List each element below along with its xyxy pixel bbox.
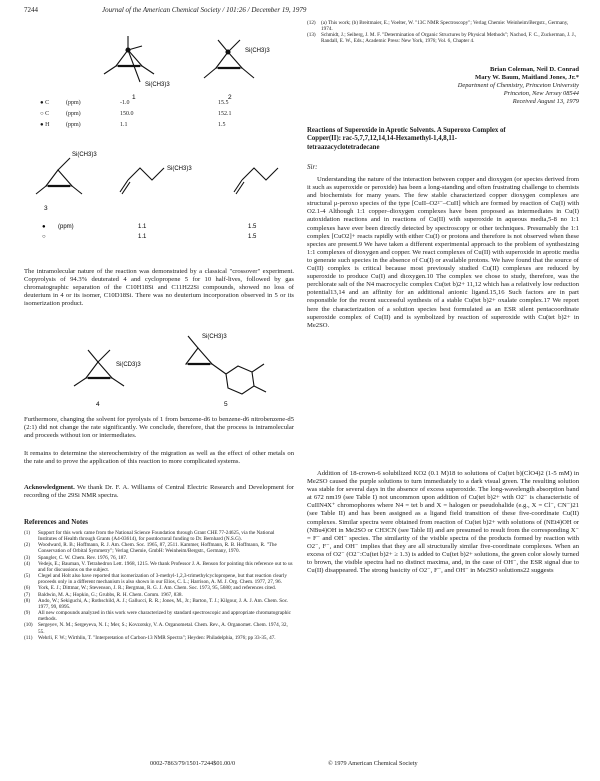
ref-text: Ando, W.; Sekiguchi, A.; Rothschild, A. J.; Gallucci, R. R.; Jones, M., Jr.; Barton, T. J.; Kilgour, J. A. J. Am. Chem. Soc. 1977, 99, 6995. [38, 597, 289, 610]
structure-3-drawing [36, 158, 82, 194]
footer-copyright: © 1979 American Chemical Society [328, 760, 418, 767]
row-unit: (ppm) [66, 111, 81, 117]
references-heading: References and Notes [24, 518, 89, 526]
structure-3-substituent: Si(CH3)3 [72, 152, 97, 158]
nmr-shift-table [40, 100, 290, 133]
value-b: 1.5 [248, 224, 257, 230]
ref-number: (11) [24, 634, 33, 641]
row-unit: (ppm) [66, 122, 81, 128]
reference-item [24, 610, 294, 622]
structure-1-substituent: Si(CH3)3 [145, 82, 170, 88]
ref-number: (9) [24, 610, 31, 617]
table-row [40, 122, 290, 133]
ref-number: (2) [24, 542, 31, 549]
ref-text: Clegel and Holt also have reported that isomerization of 3-methyl-1,2,3-trimethylcyclopropene, but that reaction clearly proceeds only in a different mechanism is also shown in our Elios, C. L.; Harrison, A. M. J. Org. Chem. 1977, 27, 96. [38, 573, 287, 586]
structure-4-drawing [74, 350, 124, 386]
affiliation-line-1: Department of Chemistry, Princeton University [457, 82, 579, 90]
author-block [307, 66, 579, 106]
reference-item [24, 622, 294, 634]
paragraph-crossover: The intramolecular nature of the reaction was demonstrated by a classical "crossover" experiment. Copyrolysis of 94.3% deuterated 4 and cyclopropene 5 for 10 half-lives, followed by gas chromatographic separation of the C10H18Si and C11H22Si compounds, showed no loss of deuterium in 4 or its isomer, C10D18Si. There was no deuterium incorporation observed in 5 or its isomerization product. [24, 268, 294, 308]
value-b2: 1.5 [248, 234, 257, 240]
ref-number: (12) [307, 20, 316, 26]
reference-item [24, 598, 294, 610]
references-list-left [24, 530, 294, 641]
row-label: ○ C [40, 111, 50, 117]
ref-text: Spangler, C. W. Chem. Rev. 1976, 76, 187. [38, 554, 128, 561]
ref-text: Support for this work came from the National Science Foundation through Grant CHE 77-24625, via the National Institutes of Health through Grants (A4-03614), for postdoctoral funding to Dr. Bernhard (N.S.G). [38, 530, 275, 543]
value-compound-2: 1.5 [218, 122, 226, 128]
value-compound-2: 152.1 [218, 111, 232, 117]
cyclopropene-1-drawing [104, 36, 154, 82]
table-row [40, 100, 290, 111]
reference-item [24, 635, 294, 641]
salutation: Sir: [307, 163, 318, 171]
reference-item [307, 20, 579, 32]
allyl-substituent: Si(CH3)3 [167, 166, 192, 172]
structures-4-5-figure [28, 318, 294, 410]
footer-doi: 0002-7863/79/1501-7244$01.00/0 [150, 760, 236, 767]
reference-item [24, 530, 294, 542]
received-date: Received August 13, 1979 [512, 98, 579, 106]
paragraph-solvent: Furthermore, changing the solvent for pyrolysis of 1 from benzene-d6 to benzene-d6 nitrobenzene-d5 (2:1) did not change the rate significantly. We conclude, therefore, that the process is intramolecular and proceeds without ion or intermediates. [24, 416, 294, 440]
allyl-silane-drawing [120, 168, 164, 194]
row-marker-open: ○ [42, 234, 46, 240]
ref-text: York, E. J.; Dittmar, W.; Stevenson, J. R.; Bergman, R. G. J. Am. Chem. Soc. 1973, 95, 5680; and references cited. [38, 585, 277, 592]
row-unit: (ppm) [58, 224, 74, 230]
structure-5-label: 5 [224, 401, 228, 408]
references-list-right [307, 20, 579, 45]
ref-number: (7) [24, 591, 31, 598]
ref-number: (1) [24, 530, 31, 536]
cyclopropene-2-drawing [204, 40, 254, 78]
reference-item [24, 573, 294, 585]
article-title: Reactions of Superoxide in Aprotic Solvents. A Superoxo Complex of Copper(II): rac-5,7,7,12,14,14-Hexamethyl-1,4,8,11-tetraazacyclotetradecane [307, 127, 506, 151]
table-row [40, 111, 290, 122]
value-compound-1: -1.0 [120, 100, 130, 106]
structure-2-substituent: Si(CH3)3 [245, 48, 270, 54]
ref-text: Woodward, R. B.; Hoffmann, R. J. Am. Chem. Soc. 1965, 87, 2511. Kammer, Hoffmann, R. B. Hoffmann, R. "The Conservation of Orbital Symmetry"; Verlag Chemie, GmbH: Weinheim/Bergstr., Germany, 1970. [38, 542, 277, 555]
structure-1-label: 1 [132, 94, 136, 101]
value-compound-1: 150.0 [120, 111, 134, 117]
acknowledgment [24, 484, 294, 500]
ref-number: (5) [24, 573, 31, 580]
row-marker-filled: ● [42, 224, 46, 230]
paragraph-introduction: Understanding the nature of the interaction between copper and dioxygen (or species derived from it such as superoxide or peroxide) has been a long-standing and often frustrating challenge to chemists and biochemists for many years. The few stable characterized copper dioxygen complexes are structural μ-peroxo species of the type [CuII–O2²⁻–CuII] which are formed by reaction of Cu(I) with O2.1-4 Although 1:1 copper–dioxygen complexes have been proposed as intermediates in Cu(I) autoxidation reactions and in reactions of Cu(II) with superoxide in aqueous media,5-8 no 1:1 complexes have ever been directly detected by spectroscopy or other techniques. Presumably the 1:1 complex [CuO2]+ reacts rapidly with either Cu(I) or protons and therefore is not observed when these species are present.9 We have taken a different experimental approach to the problem of synthesizing 1:1 complexes of dioxygen and copper. We react complexes of Cu(II) with superoxide in aprotic media to generate such species in the absence of Cu(I) or available protons. We have found that the source of Cu(II) complex is critical because most previously studied Cu(II) complexes are reduced by superoxide to produce Cu(I) and dioxygen.10 The complex we chose to study, therefore, was the perchlorate salt of the N4 macrocyclic complex Cu(tet b)2+ 11,12 which has a relatively low reduction potential13,14 and an affinity for an additional anionic ligand.15,16 Such factors are in part responsible for the recent successful synthesis of a stable Cu(tet b)2+ oxalate complex.17 We report here the characterization of a solution species best formulated as an ESR silent pentacoordinate superoxide complex of Cu(II) and is symbolized by reaction of superoxide with Cu(tet b)2+ in Me2SO. [307, 176, 579, 329]
structure-5-substituent: Si(CH3)3 [202, 334, 227, 340]
authors-line-1: Brian Coleman, Neil D. Conrad [489, 66, 579, 73]
reference-item [307, 32, 579, 44]
page-number: 7244 [24, 6, 38, 14]
value-compound-2: 15.5 [218, 100, 229, 106]
ref-number: (13) [307, 32, 316, 39]
reference-item [24, 542, 294, 554]
structure-3-label: 3 [44, 205, 48, 212]
ref-text: Baldwin, M. A.; Hopkin, G.; Grubbs, R. H. Chem. Comm. 1967, 838. [38, 591, 183, 598]
structures-3-figure [28, 140, 294, 240]
acknowledgment-lead: Acknowledgment. [24, 484, 75, 491]
authors-line-2: Mary W. Baum, Maitland Jones, Jr.* [475, 74, 579, 82]
value-a2: 1.1 [138, 234, 147, 240]
structure-5-drawing [186, 336, 266, 394]
ref-text: (a) This work; (b) Breitmaier, E.; Voelter, W. "13C NMR Spectroscopy"; Verlag Chemie: Weinheim/Bergstr., Germany, 1974. [321, 20, 569, 33]
paragraph-results: Addition of 18-crown-6 solubilized KO2 (0.1 M)18 to solutions of Cu(tet b)(ClO4)2 (1-5 mM) in Me2SO caused the purple solutions to turn immediately to a dark visual green. The resulting solution was stable for several days in the absence of excess superoxide. The long-wavelength absorption band at 672 nm19 (see Table I) not uncommon upon addition of Cu(tet b)2+ with O2⁻ is characteristic of CuIIN4X⁺ chromophores where N4 = tet b and X = halogen or pseudohalide (e.g., X = Cl⁻, CN⁻)21 (see Table II) and has been assigned as a ligand field transition of these five-coordinate Cu(II) complexes. Similar spectra were obtained from reaction of Cu(tet b)2+ with solutions of (NEt4)OH or (NBu4)OH in Me2SO or CH3CN (see Table II) and are presumed to result from the corresponding X⁻ = F⁻ and OH⁻ species. The similarity of the visible spectra of the products formed by reaction with O2⁻, F⁻, and OH⁻ implies that they are all structurally similar five-coordinate complexes. When an excess of O2⁻ (O2⁻:Cu(tet b)2+ ≥ 1.3) is added to Cu(tet b)2+ solutions, the green color slowly turned to brown, the visible spectra had no distinct maxima, and, in the case of OH⁻, the ESR signal due to Cu(II) disappeared. The strong basicity of O2⁻, F⁻, and OH⁻ in Me2SO solutions22 suggests [307, 470, 579, 575]
structure-4-substituent: Si(CD3)3 [116, 362, 141, 368]
row-label: ● C [40, 100, 50, 106]
structure-2-label: 2 [228, 94, 232, 101]
ref-number: (8) [24, 597, 31, 604]
value-compound-1: 1.1 [120, 122, 128, 128]
ref-number: (4) [24, 560, 31, 567]
ref-text: Sergeyev, N. M.; Sergeyeva, N. I.; Mer, S.; Kovzotsky, V. A. Organometal. Chem. Rev., A. Organomet. Chem. 1974, 32, 55. [38, 622, 288, 635]
row-label: ● H [40, 122, 50, 128]
value-a: 1.1 [138, 224, 147, 230]
ref-text: Wehrli, F. W.; Wirthlin, T. "Interpretation of Carbon-13 NMR Spectra"; Heyden: Philadelphia, 1976; pp 33-35, 47. [38, 634, 276, 641]
row-unit: (ppm) [66, 100, 81, 106]
ref-number: (6) [24, 585, 31, 592]
acknowledgment-text: We thank Dr. F. A. Williams of Central Electric Research and Development for recording of the 29Si NMR spectra. [24, 484, 294, 500]
structure-4-label: 4 [96, 401, 100, 408]
ref-text: Vedejs, E.; Bauman, V. Tetrahedron Lett. 1968, 1215. We thank Professor J. A. Benson for pointing this reference out to us and for discussions on the subject. [38, 560, 293, 573]
alkene-drawing [234, 168, 278, 194]
affiliation-line-2: Princeton, New Jersey 08544 [503, 90, 579, 98]
ref-number: (10) [24, 622, 33, 629]
journal-citation: Journal of the American Chemical Society / 101:26 / December 19, 1979 [102, 6, 307, 14]
ref-text: All new compounds analyzed in this work were characterized by standard spectroscopic and appropriate chromatographic methods. [38, 610, 291, 623]
reference-item [24, 561, 294, 573]
paragraph-stereochemistry: It remains to determine the stereochemistry of the migration as well as the effect of other metals on the rate and to prove the application of this reaction to more complicated systems. [24, 450, 294, 466]
ref-text: Schmidt, J.; Seiberg, J. M. F. "Determination of Organic Structures by Physical Methods"; Nachod, F. C., Zuckerman, J. J., Randall, E. W., Eds.; Academic Press: New York, 1976; Vol. 6, Chapter 4. [321, 32, 577, 45]
ref-number: (3) [24, 554, 31, 561]
